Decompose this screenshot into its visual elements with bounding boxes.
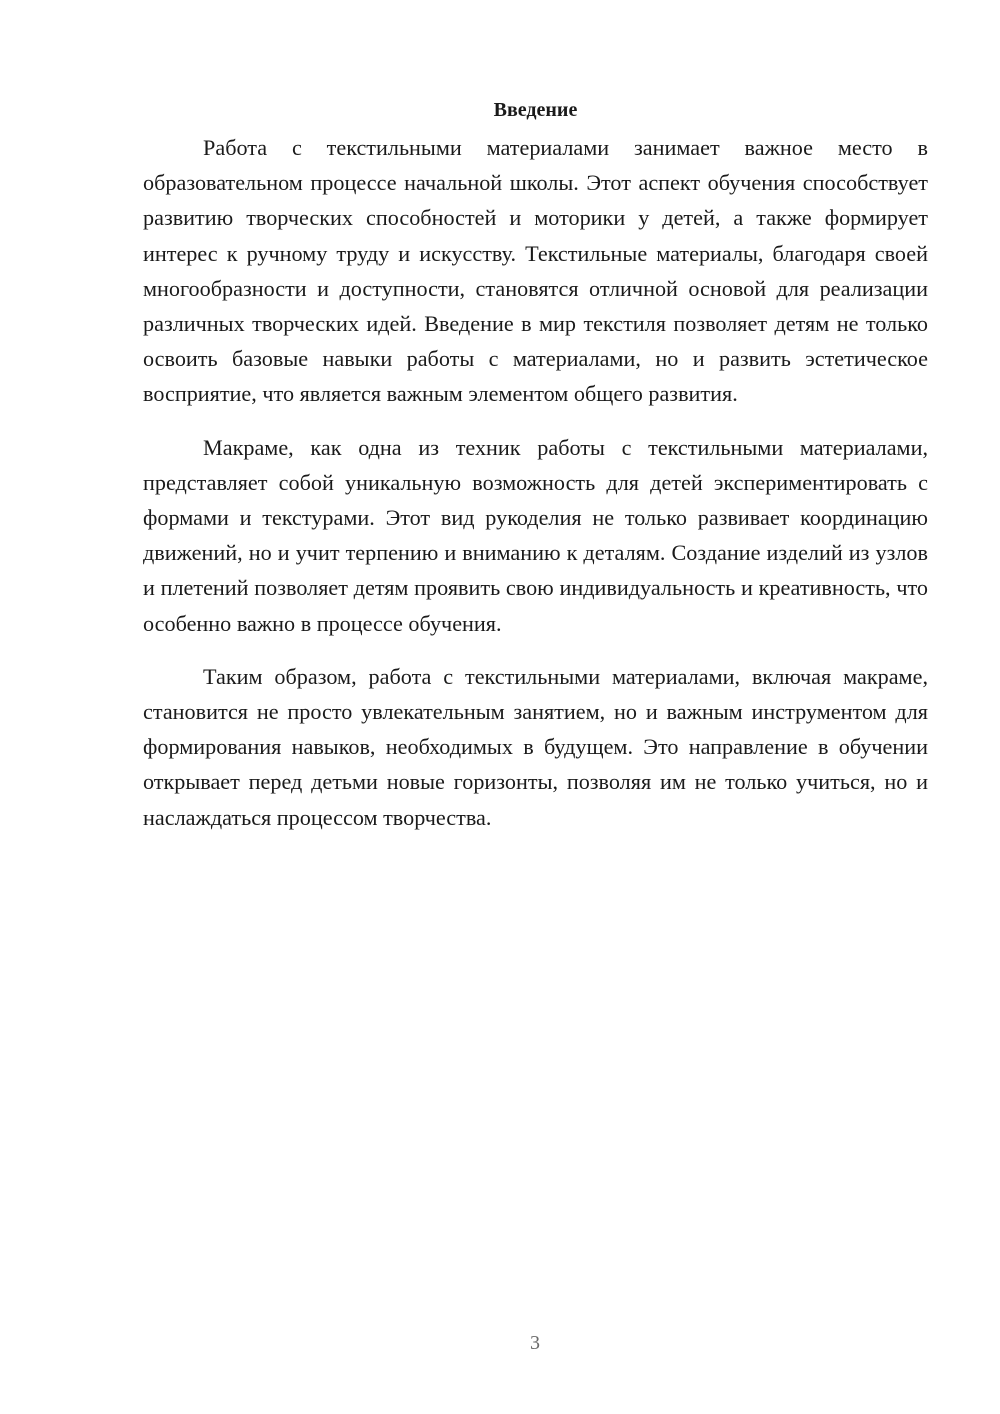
paragraph-2: Макраме, как одна из техник работы с текстильными материалами, представляет собой уникальную возможность для детей экспериментировать с формами и текстурами. Этот вид рукоделия не только развивает координацию движений, но и учит терпению и вниманию к деталям. Создание изделий из узлов и плетений позволяет детям проявить свою индивидуальность и креативность, что особенно важно в процессе обучения. bbox=[143, 434, 928, 636]
paragraph-1: Работа с текстильными материалами занимает важное место в образовательном процессе начальной школы. Этот аспект обучения способствует развитию творческих способностей и моторики у детей, а также формирует интерес к ручному труду и искусству. Текстильные материалы, благодаря своей многообразности и доступности, становятся отличной основой для реализации различных творческих идей. Введение в мир текстиля позволяет детям не только освоить базовые навыки работы с материалами, но и развить эстетическое восприятие, что является важным элементом общего развития. bbox=[143, 135, 928, 407]
page-number: 3 bbox=[530, 1332, 540, 1354]
page-content bbox=[143, 92, 928, 835]
paragraph-3: Таким образом, работа с текстильными материалами, включая макраме, становится не просто увлекательным занятием, но и важным инструментом для формирования навыков, необходимых в будущем. Это направление в обучении открывает перед детьми новые горизонты, позволяя им не только учиться, но и наслаждаться процессом творчества. bbox=[143, 663, 928, 830]
section-heading: Введение bbox=[493, 99, 578, 121]
